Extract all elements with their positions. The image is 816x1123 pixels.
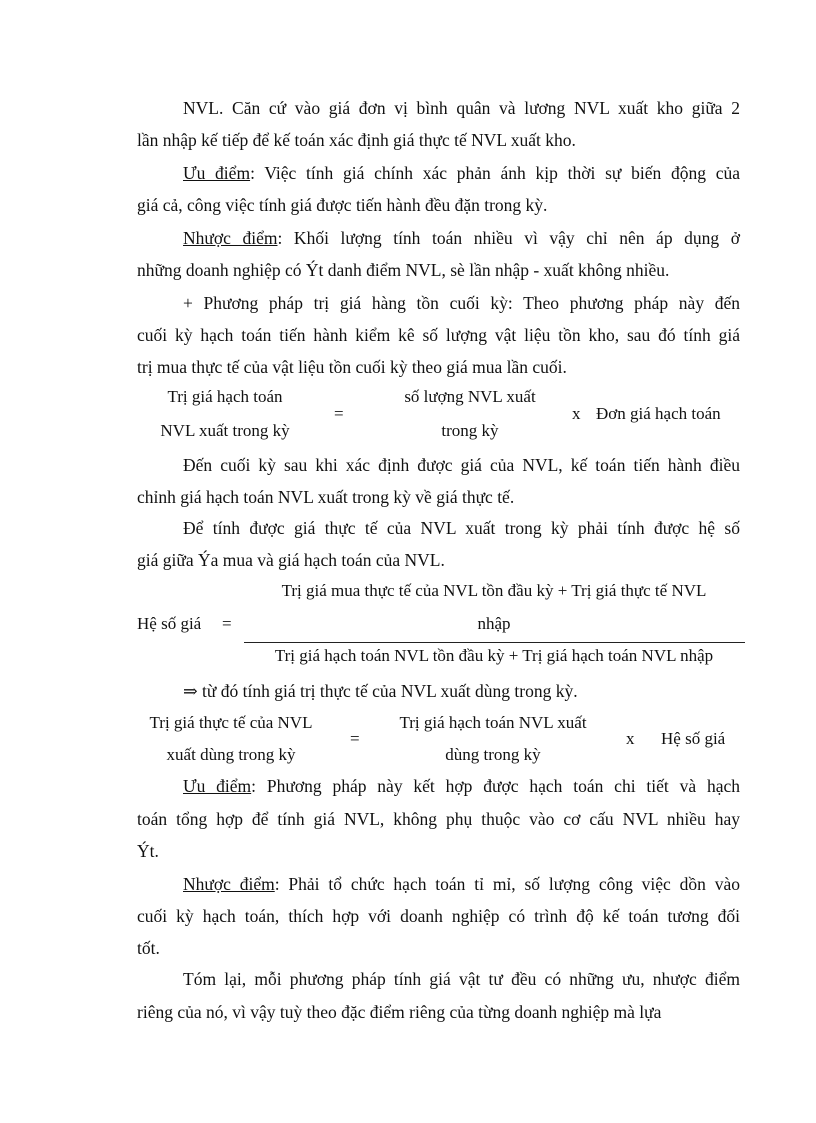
- formula-rhs: Đơn giá hạch toán: [596, 404, 721, 423]
- formula-lhs-line2: NVL xuất trong kỳ: [160, 421, 290, 440]
- formula-times: x: [626, 729, 635, 748]
- formula-mid-line2: dùng trong kỳ: [445, 745, 541, 764]
- formula-equals: =: [334, 404, 344, 423]
- formula-denominator: Trị giá hạch toán NVL tồn đầu kỳ + Trị giá hạch toán NVL nhập: [274, 646, 714, 665]
- paragraph-line: lần nhập kế tiếp để kế toán xác định giá thực tế NVL xuất kho.: [137, 130, 576, 150]
- paragraph-line: Tóm lại, mỗi phương pháp tính giá vật tư đều có những ưu, nhược điểm: [183, 969, 740, 989]
- paragraph-line: tốt.: [137, 938, 160, 958]
- formula-equals: =: [350, 729, 360, 748]
- paragraph-line: NVL. Căn cứ vào giá đơn vị bình quân và lương NVL xuất kho giữa 2: [183, 98, 740, 118]
- formula-lhs: Hệ số giá: [137, 614, 202, 633]
- formula-mid-line1: số lượng NVL xuất: [404, 387, 536, 406]
- paragraph-line: riêng của nó, vì vậy tuỳ theo đặc điểm riêng của từng doanh nghiệp mà lựa: [137, 1002, 662, 1022]
- fraction-bar: [244, 642, 745, 643]
- formula-mid-line1: Trị giá hạch toán NVL xuất: [399, 713, 587, 732]
- formula-numerator-line2: nhập: [477, 614, 511, 633]
- paragraph-line: Ýt.: [137, 841, 159, 861]
- paragraph-line: + Phương pháp trị giá hàng tồn cuối kỳ: Theo phương pháp này đến: [183, 293, 740, 313]
- paragraph-line: cuối kỳ hạch toán tiến hành kiểm kê số lượng vật liệu tồn kho, sau đó tính giá: [137, 325, 740, 345]
- formula-equals: =: [222, 614, 232, 633]
- paragraph-line: Đến cuối kỳ sau khi xác định được giá của NVL, kế toán tiến hành điều: [183, 455, 740, 475]
- disadvantage-label: Nhược điểm: [183, 874, 275, 894]
- paragraph-line: cuối kỳ hạch toán, thích hợp với doanh nghiệp có trình độ kế toán tương đối: [137, 906, 740, 926]
- paragraph-line: chỉnh giá hạch toán NVL xuất trong kỳ về giá thực tế.: [137, 487, 515, 507]
- paragraph-line: ⇒ từ đó tính giá trị thực tế của NVL xuất dùng trong kỳ.: [183, 681, 578, 701]
- paragraph-line: giá giữa Ýa mua và giá hạch toán của NVL.: [137, 550, 445, 570]
- formula-lhs-line1: Trị giá hạch toán: [167, 387, 283, 406]
- advantage-label: Ưu điểm: [183, 163, 251, 183]
- formula-lhs-line2: xuất dùng trong kỳ: [166, 745, 296, 764]
- paragraph-line: toán tổng hợp để tính giá NVL, không phụ thuộc vào cơ cấu NVL nhiều hay: [137, 809, 740, 829]
- paragraph-text: : Việc tính giá chính xác phản ánh kịp thời sự biến động của: [250, 163, 740, 183]
- paragraph-text: : Phương pháp này kết hợp được hạch toán chi tiết và hạch: [251, 776, 740, 796]
- paragraph-line: giá cả, công việc tính giá được tiến hành đều đặn trong kỳ.: [137, 195, 548, 215]
- disadvantage-label: Nhược điểm: [183, 228, 278, 248]
- formula-lhs-line1: Trị giá thực tế của NVL: [149, 713, 313, 732]
- advantage-paragraph: [183, 162, 740, 184]
- paragraph-line: trị mua thực tế của vật liệu tồn cuối kỳ theo giá mua lần cuối.: [137, 357, 567, 377]
- disadvantage-paragraph: [183, 873, 740, 895]
- paragraph-line: Để tính được giá thực tế của NVL xuất trong kỳ phải tính được hệ số: [183, 518, 740, 538]
- formula-times: x: [572, 404, 581, 423]
- formula-mid-line2: trong kỳ: [441, 421, 499, 440]
- formula-rhs: Hệ số giá: [661, 729, 726, 748]
- paragraph-text: : Khối lượng tính toán nhiều vì vậy chỉ nên áp dụng ở: [277, 228, 741, 248]
- paragraph-line: những doanh nghiệp có Ýt danh điểm NVL, sè lần nhập - xuất không nhiều.: [137, 260, 670, 280]
- paragraph-text: : Phải tổ chức hạch toán tỉ mỉ, số lượng công việc dồn vào: [274, 874, 741, 894]
- formula-numerator-line1: Trị giá mua thực tế của NVL tồn đầu kỳ + Trị giá thực tế NVL: [281, 581, 707, 600]
- advantage-paragraph: [183, 775, 740, 797]
- disadvantage-paragraph: [183, 227, 740, 249]
- advantage-label: Ưu điểm: [183, 776, 252, 796]
